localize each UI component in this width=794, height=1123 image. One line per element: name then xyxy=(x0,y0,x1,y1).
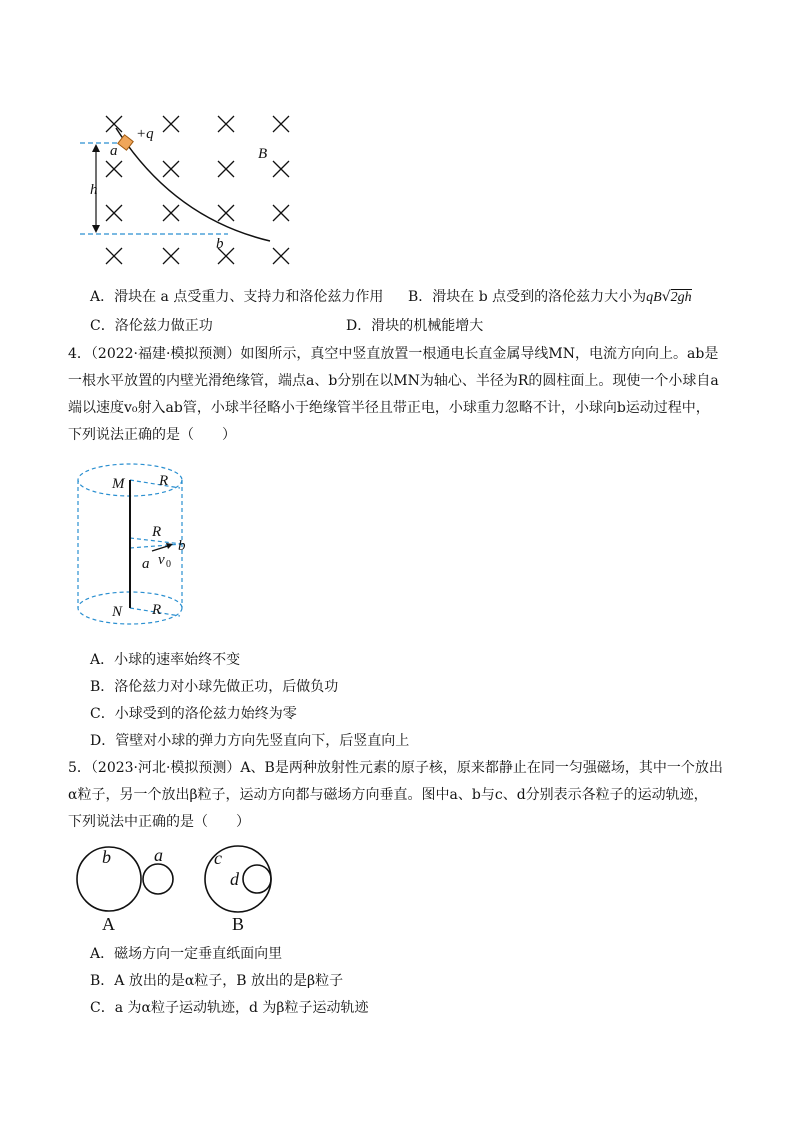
field-cross xyxy=(273,116,289,132)
q4-option-d: D．管壁对小球的弹力方向先竖直向下，后竖直向上 xyxy=(90,733,410,749)
charge-label: +q xyxy=(136,126,154,142)
arrow-head-down xyxy=(92,225,100,233)
field-cross xyxy=(218,205,234,221)
q4-stem-line-4: 下列说法正确的是（ ） xyxy=(68,427,236,443)
q4-option-a: A．小球的速率始终不变 xyxy=(90,652,241,668)
field-cross xyxy=(163,116,179,132)
height-label: h xyxy=(90,182,98,198)
field-cross xyxy=(106,205,122,221)
q5-figure xyxy=(70,838,290,938)
q5-stem-line-1: 5．（2023·河北·模拟预测）A、B是两种放射性元素的原子核，原来都静止在同一匀强磁场，其中一个放出 xyxy=(68,760,723,776)
field-cross xyxy=(273,205,289,221)
velocity-label: v xyxy=(158,552,165,568)
field-b-label: B xyxy=(258,146,268,162)
q3-option-b xyxy=(408,287,692,308)
point-a-label: a xyxy=(110,143,118,159)
q5-option-c: C．a 为α粒子运动轨迹，d 为β粒子运动轨迹 xyxy=(90,1000,369,1016)
track-d xyxy=(243,865,271,893)
wire-M-label: M xyxy=(112,476,125,492)
q3-option-b-sqrt: 2gh xyxy=(670,290,692,305)
q5-option-a: A．磁场方向一定垂直纸面向里 xyxy=(90,946,283,962)
q3-option-a: A．滑块在 a 点受重力、支持力和洛伦兹力作用 xyxy=(90,289,384,305)
field-cross xyxy=(106,248,122,264)
track-curve xyxy=(116,128,270,241)
field-cross xyxy=(106,116,122,132)
q4-option-b: B．洛伦兹力对小球先做正功，后做负功 xyxy=(90,679,339,695)
q5-stem-line-3: 下列说法中正确的是（ ） xyxy=(68,814,250,830)
track-a xyxy=(143,864,173,894)
q4-option-c: C．小球受到的洛伦兹力始终为零 xyxy=(90,706,297,722)
q4-stem-line-2: 一根水平放置的内壁光滑绝缘管，端点a、b分别在以MN为轴心、半径为R的圆柱面上。现使一个小球自a xyxy=(68,373,719,389)
magnetic-field-crosses xyxy=(106,116,289,264)
field-cross xyxy=(218,116,234,132)
point-a-label: a xyxy=(142,556,150,572)
field-cross xyxy=(218,161,234,177)
q5-stem-line-2: α粒子，另一个放出β粒子，运动方向都与磁场方向垂直。图中a、b与c、d分别表示各粒子的运动轨迹， xyxy=(68,787,708,803)
point-b-label: b xyxy=(216,236,224,252)
field-cross xyxy=(106,161,122,177)
slider-block xyxy=(118,135,133,150)
arrow-head-up xyxy=(92,144,100,152)
q3-option-b-text: B．滑块在 b 点受到的洛伦兹力大小为 xyxy=(408,289,647,305)
velocity-subscript: 0 xyxy=(166,559,171,570)
q4-figure xyxy=(74,458,194,643)
field-cross xyxy=(273,248,289,264)
q3-figure xyxy=(78,108,308,273)
track-b-label: b xyxy=(102,847,111,867)
radius-top-label: R xyxy=(159,473,169,489)
q4-stem-line-3: 端以速度v₀射入ab管，小球半径略小于绝缘管半径且带正电，小球重力忽略不计，小球向b运动过程中， xyxy=(68,400,710,416)
radius-mid-label: R xyxy=(152,524,162,540)
field-cross xyxy=(163,161,179,177)
field-cross xyxy=(273,161,289,177)
wire-N-label: N xyxy=(112,604,123,620)
radius-bottom-label: R xyxy=(152,602,162,618)
nucleus-B-label: B xyxy=(232,914,245,934)
q3-option-b-formula: qB xyxy=(646,290,662,305)
sqrt-sign: √ xyxy=(661,289,671,305)
track-d-label: d xyxy=(230,869,239,889)
radius-top xyxy=(130,480,180,488)
nucleus-A-label: A xyxy=(102,914,115,934)
field-cross xyxy=(163,205,179,221)
q5-option-b: B．A 放出的是α粒子，B 放出的是β粒子 xyxy=(90,973,344,989)
q4-stem-line-1: 4．（2022·福建·模拟预测）如图所示，真空中竖直放置一根通电长直金属导线MN，电流方向向上。ab是 xyxy=(68,346,719,362)
q3-option-c: C．洛伦兹力做正功 xyxy=(90,318,213,334)
track-a-label: a xyxy=(154,845,163,865)
q3-option-d: D．滑块的机械能增大 xyxy=(346,318,484,334)
tube-a-to-b xyxy=(130,544,182,548)
field-cross xyxy=(163,248,179,264)
track-c-label: c xyxy=(214,848,222,868)
velocity-arrow-head xyxy=(166,543,173,549)
point-b-label: b xyxy=(178,538,186,554)
